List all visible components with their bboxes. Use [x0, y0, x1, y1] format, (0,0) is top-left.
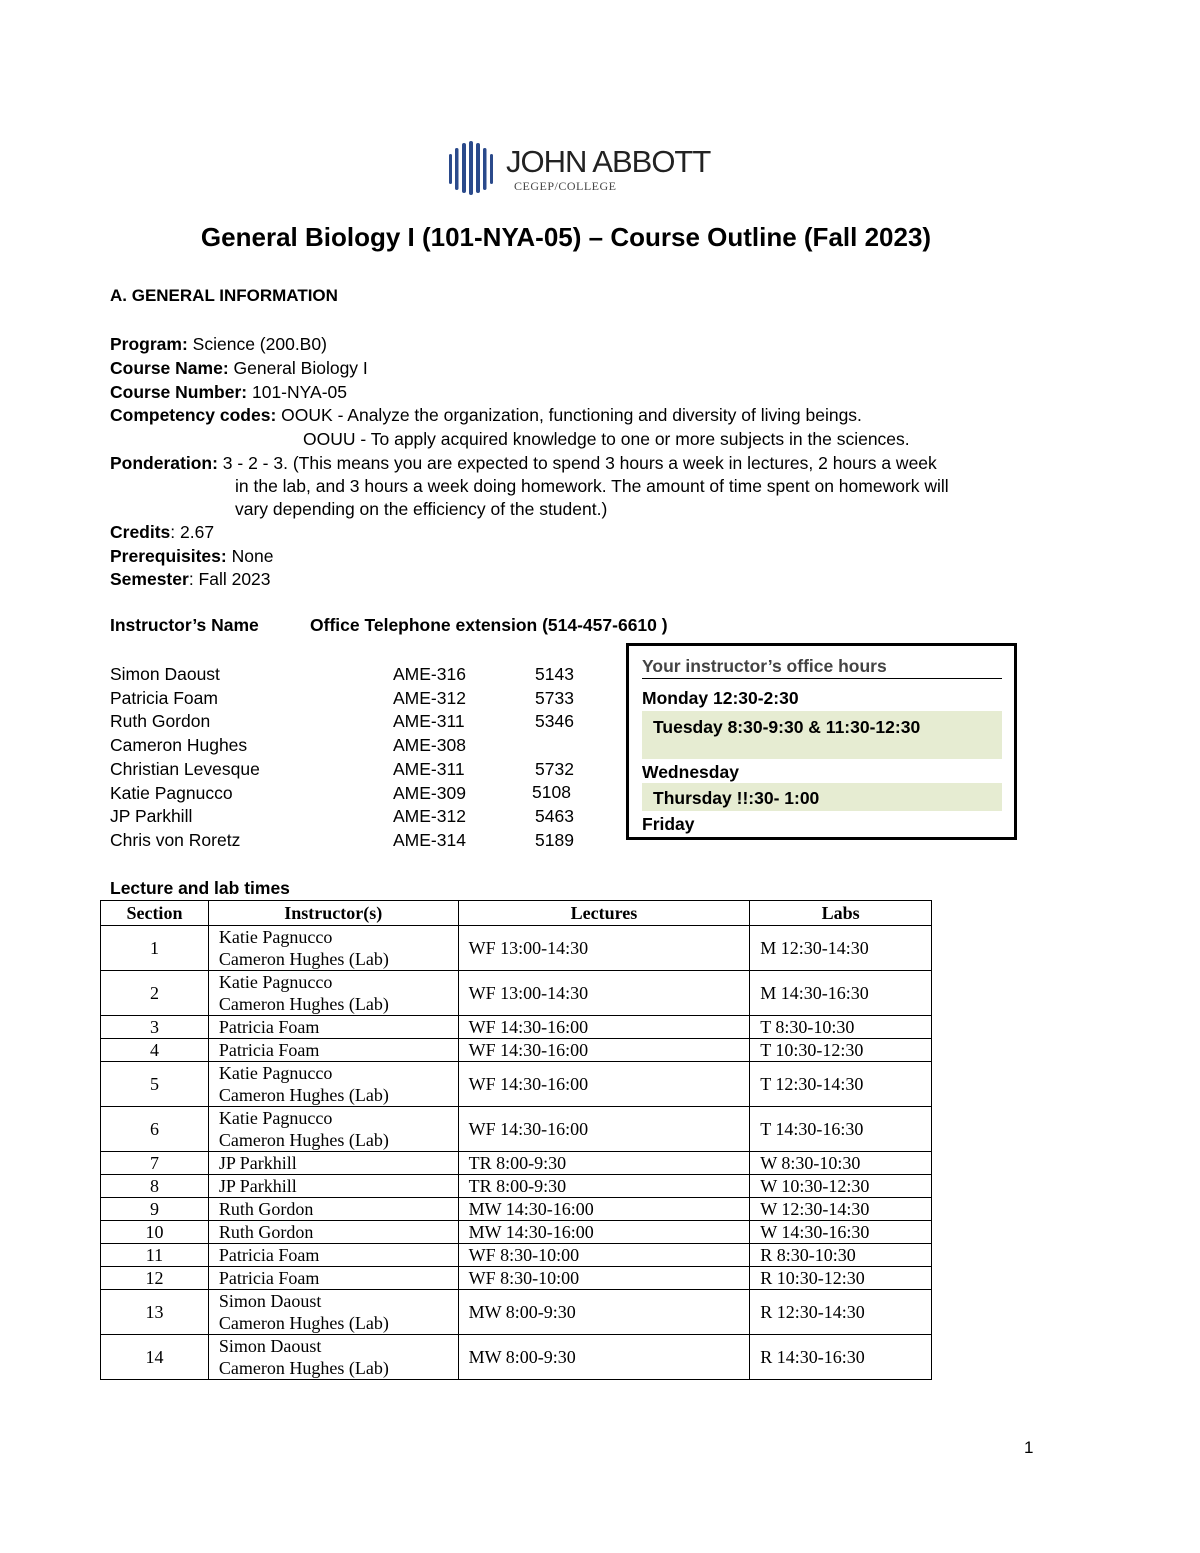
instructor-office: AME-314 [393, 829, 466, 850]
office-hours-tuesday: Tuesday 8:30-9:30 & 11:30-12:30 [653, 717, 921, 737]
semester-value: : Fall 2023 [188, 569, 271, 589]
section-cell: 8 [101, 1175, 209, 1198]
labs-cell: R 10:30-12:30 [750, 1267, 932, 1290]
instructor-name: Katie Pagnucco [110, 782, 233, 803]
program-value: Science (200.B0) [192, 334, 327, 354]
instructor-primary: Simon Daoust [218, 1336, 322, 1356]
lectures-cell: WF 14:30-16:00 [458, 1062, 750, 1107]
instructor-cell [208, 1290, 458, 1335]
instructor-name-header: Instructor’s Name [110, 615, 259, 635]
table-row [101, 1152, 932, 1175]
instructor-name: JP Parkhill [110, 806, 193, 827]
instructor-primary: Patricia Foam [218, 1268, 320, 1288]
instructor-cell [208, 1062, 458, 1107]
section-cell: 1 [101, 926, 209, 971]
instructor-office: AME-312 [393, 806, 466, 827]
table-row [101, 1062, 932, 1107]
instructor-cell [208, 1198, 458, 1221]
competency-label: Competency codes: [110, 405, 277, 425]
program-label: Program: [110, 334, 188, 354]
labs-cell: T 14:30-16:30 [750, 1107, 932, 1152]
column-header-lectures: Lectures [458, 901, 750, 926]
instructor-extension: 5108 [532, 782, 571, 803]
table-row [101, 926, 932, 971]
labs-cell: R 12:30-14:30 [750, 1290, 932, 1335]
table-row [101, 1267, 932, 1290]
ponderation-line [110, 452, 937, 474]
instructor-cell [208, 1152, 458, 1175]
lectures-cell: WF 14:30-16:00 [458, 1016, 750, 1039]
instructor-office: AME-311 [393, 711, 465, 732]
course-name-line [110, 357, 368, 379]
lectures-cell: WF 14:30-16:00 [458, 1039, 750, 1062]
logo-mark-icon [448, 140, 498, 196]
logo-subtitle: CEGEP/COLLEGE [514, 179, 617, 193]
instructor-cell [208, 971, 458, 1016]
instructor-primary: Patricia Foam [218, 1017, 320, 1037]
instructor-cell [208, 926, 458, 971]
instructor-name: Chris von Roretz [110, 829, 241, 850]
ponderation-3: vary depending on the efficiency of the student.) [235, 499, 608, 519]
office-hours-friday: Friday [642, 814, 695, 834]
course-name-value: General Biology I [233, 358, 368, 378]
instructor-lab: Cameron Hughes (Lab) [218, 949, 389, 969]
instructor-name: Patricia Foam [110, 687, 218, 708]
course-number-label: Course Number: [110, 382, 248, 402]
instructor-primary: JP Parkhill [218, 1153, 297, 1173]
section-cell: 4 [101, 1039, 209, 1062]
instructor-lab: Cameron Hughes (Lab) [218, 1358, 389, 1378]
office-phone-header: Office Telephone extension (514-457-6610 ) [310, 615, 668, 635]
section-cell: 12 [101, 1267, 209, 1290]
prerequisites-value: None [231, 546, 274, 566]
table-row [101, 971, 932, 1016]
instructor-office: AME-316 [393, 664, 466, 684]
labs-cell: T 8:30-10:30 [750, 1016, 932, 1039]
competency-line [110, 404, 862, 426]
credits-label: Credits [110, 522, 171, 542]
credits-value: : 2.67 [170, 522, 215, 542]
column-header-labs: Labs [750, 901, 932, 926]
lectures-cell: WF 13:00-14:30 [458, 971, 750, 1016]
instructor-primary: JP Parkhill [218, 1176, 297, 1196]
instructor-primary: Katie Pagnucco [218, 1108, 333, 1128]
instructor-cell [208, 1039, 458, 1062]
labs-cell: W 8:30-10:30 [750, 1152, 932, 1175]
table-row [101, 1107, 932, 1152]
instructor-primary: Patricia Foam [218, 1040, 320, 1060]
instructor-lab: Cameron Hughes (Lab) [218, 1313, 389, 1333]
table-row [101, 1198, 932, 1221]
instructor-primary: Katie Pagnucco [218, 927, 333, 947]
instructor-primary: Ruth Gordon [218, 1199, 314, 1219]
labs-cell: W 12:30-14:30 [750, 1198, 932, 1221]
program-line [110, 333, 327, 355]
table-row [101, 1244, 932, 1267]
section-cell: 11 [101, 1244, 209, 1267]
lectures-cell: WF 13:00-14:30 [458, 926, 750, 971]
instructor-name: Simon Daoust [110, 664, 220, 684]
instructor-office: AME-311 [393, 758, 465, 779]
office-hours-wednesday: Wednesday [642, 762, 739, 782]
lectures-cell: MW 14:30-16:00 [458, 1221, 750, 1244]
ponderation-2: in the lab, and 3 hours a week doing homework. The amount of time spent on homework will [235, 476, 949, 496]
section-cell: 6 [101, 1107, 209, 1152]
course-name-label: Course Name: [110, 358, 229, 378]
section-cell: 10 [101, 1221, 209, 1244]
college-logo [448, 140, 718, 196]
instructor-name: Christian Levesque [110, 758, 260, 779]
instructor-extension: 5189 [535, 829, 574, 850]
lectures-cell: WF 8:30-10:00 [458, 1244, 750, 1267]
office-hours-divider [642, 678, 1002, 679]
semester-label: Semester [110, 569, 189, 589]
schedule-caption: Lecture and lab times [110, 878, 290, 898]
lectures-cell: MW 14:30-16:00 [458, 1198, 750, 1221]
ponderation-label: Ponderation: [110, 453, 218, 473]
table-header-row [101, 901, 932, 926]
competency-1: OOUK - Analyze the organization, functioning and diversity of living beings. [281, 405, 862, 425]
instructor-cell [208, 1107, 458, 1152]
schedule-table [100, 900, 932, 1380]
instructor-extension: 5732 [535, 758, 574, 779]
instructor-offices [393, 663, 466, 853]
table-row [101, 1290, 932, 1335]
lectures-cell: TR 8:00-9:30 [458, 1175, 750, 1198]
section-heading: A. GENERAL INFORMATION [110, 286, 338, 305]
office-hours-box [626, 643, 1017, 840]
table-row [101, 1175, 932, 1198]
instructor-extension: 5733 [535, 687, 574, 708]
instructor-names [110, 663, 260, 853]
instructor-office: AME-312 [393, 687, 466, 708]
labs-cell: M 14:30-16:30 [750, 971, 932, 1016]
table-row [101, 1039, 932, 1062]
section-cell: 3 [101, 1016, 209, 1039]
lectures-cell: TR 8:00-9:30 [458, 1152, 750, 1175]
instructor-office: AME-308 [393, 735, 466, 756]
labs-cell: T 10:30-12:30 [750, 1039, 932, 1062]
labs-cell: W 10:30-12:30 [750, 1175, 932, 1198]
instructor-cell [208, 1267, 458, 1290]
instructor-office: AME-309 [393, 782, 466, 803]
instructor-primary: Katie Pagnucco [218, 1063, 333, 1083]
column-header-instructors: Instructor(s) [208, 901, 458, 926]
course-number-value: 101-NYA-05 [251, 382, 347, 402]
instructor-name: Cameron Hughes [110, 735, 248, 756]
instructor-lab: Cameron Hughes (Lab) [218, 1085, 389, 1105]
instructor-cell [208, 1244, 458, 1267]
section-cell: 9 [101, 1198, 209, 1221]
semester-line [110, 568, 271, 590]
instructor-primary: Katie Pagnucco [218, 972, 333, 992]
labs-cell: W 14:30-16:30 [750, 1221, 932, 1244]
lectures-cell: MW 8:00-9:30 [458, 1335, 750, 1380]
instructor-primary: Simon Daoust [218, 1291, 322, 1311]
table-row [101, 1221, 932, 1244]
logo-name: JOHN ABBOTT [506, 144, 711, 179]
instructor-extension: 5463 [535, 806, 574, 827]
instructor-extension: 5346 [535, 711, 574, 732]
instructor-cell [208, 1221, 458, 1244]
column-header-section: Section [101, 901, 209, 926]
section-cell: 7 [101, 1152, 209, 1175]
lectures-cell: WF 14:30-16:00 [458, 1107, 750, 1152]
office-hours-thursday: Thursday !!:30- 1:00 [653, 788, 820, 808]
page-number: 1 [1024, 1438, 1034, 1457]
instructor-lab: Cameron Hughes (Lab) [218, 994, 389, 1014]
instructor-cell [208, 1175, 458, 1198]
table-row [101, 1016, 932, 1039]
labs-cell: R 8:30-10:30 [750, 1244, 932, 1267]
credits-line [110, 521, 214, 543]
prerequisites-label: Prerequisites: [110, 546, 227, 566]
office-hours-monday: Monday 12:30-2:30 [642, 688, 799, 708]
section-cell: 14 [101, 1335, 209, 1380]
section-cell: 2 [101, 971, 209, 1016]
instructor-primary: Ruth Gordon [218, 1222, 314, 1242]
instructor-extension: 5143 [535, 664, 574, 684]
section-cell: 13 [101, 1290, 209, 1335]
ponderation-1: 3 - 2 - 3. (This means you are expected to spend 3 hours a week in lectures, 2 hours a week [222, 453, 937, 473]
instructor-extensions [532, 663, 574, 853]
page-title: General Biology I (101-NYA-05) – Course Outline (Fall 2023) [200, 222, 932, 252]
section-cell: 5 [101, 1062, 209, 1107]
instructor-extension [535, 734, 574, 758]
labs-cell: M 12:30-14:30 [750, 926, 932, 971]
instructor-name: Ruth Gordon [110, 711, 211, 732]
labs-cell: T 12:30-14:30 [750, 1062, 932, 1107]
instructor-lab: Cameron Hughes (Lab) [218, 1130, 389, 1150]
labs-cell: R 14:30-16:30 [750, 1335, 932, 1380]
instructor-primary: Patricia Foam [218, 1245, 320, 1265]
instructor-cell [208, 1016, 458, 1039]
competency-2: OOUU - To apply acquired knowledge to one or more subjects in the sciences. [303, 429, 910, 449]
table-row [101, 1335, 932, 1380]
office-hours-title: Your instructor’s office hours [642, 656, 887, 676]
prerequisites-line [110, 545, 273, 567]
lectures-cell: WF 8:30-10:00 [458, 1267, 750, 1290]
lectures-cell: MW 8:00-9:30 [458, 1290, 750, 1335]
instructor-cell [208, 1335, 458, 1380]
course-number-line [110, 381, 347, 403]
